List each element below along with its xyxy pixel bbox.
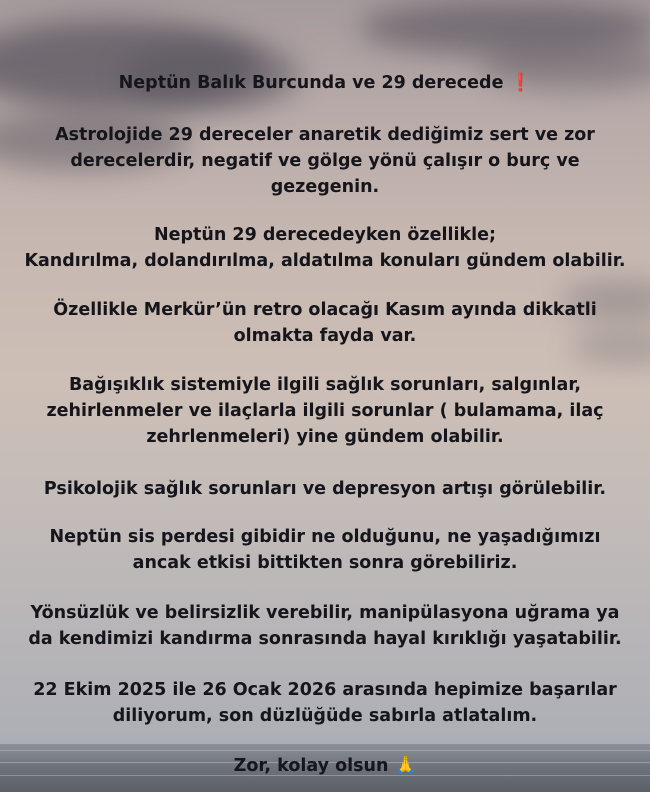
- paragraph-psikolojik: [0, 476, 650, 502]
- paragraph-neptun-29: [0, 222, 650, 274]
- praying-hands-icon: 🙏: [394, 756, 417, 776]
- closing-text: Zor, kolay olsun: [233, 756, 389, 776]
- paragraph-text: Neptün sis perdesi gibidir ne olduğunu, ne yaşadığımızı ancak etkisi bittikten sonra görebiliriz.: [49, 527, 601, 573]
- paragraph-text: Astrolojide 29 dereceler anaretik dediğimiz sert ve zor derecelerdir, negatif ve gölge yönü çalışır o burç ve gezegenin.: [55, 125, 595, 197]
- paragraph-text: 22 Ekim 2025 ile 26 Ocak 2026 arasında hepimize başarılar diliyorum, son düzlüğüde sabırla atlatalım.: [33, 680, 617, 726]
- post-title: [0, 70, 650, 96]
- paragraph-text: Özellikle Merkür’ün retro olacağı Kasım ayında dikkatli olmakta fayda var.: [53, 300, 597, 346]
- paragraph-anaretik: [0, 122, 650, 200]
- paragraph-yonsuzluk: [0, 600, 650, 652]
- exclamation-icon: ❗: [509, 73, 532, 93]
- closing-line: [0, 753, 650, 779]
- paragraph-tarih: [0, 677, 650, 729]
- paragraph-saglik: [0, 372, 650, 450]
- paragraph-text: Yönsüzlük ve belirsizlik verebilir, manipülasyona uğrama ya da kendimizi kandırma sonrasında hayal kırıklığı yaşatabilir.: [28, 603, 622, 649]
- paragraph-text: Neptün 29 derecedeyken özellikle; Kandırılma, dolandırılma, aldatılma konuları gündem olabilir.: [24, 225, 626, 271]
- paragraph-text: Psikolojik sağlık sorunları ve depresyon artışı görülebilir.: [43, 479, 607, 499]
- paragraph-sis-perdesi: [0, 524, 650, 576]
- title-text: Neptün Balık Burcunda ve 29 derecede: [118, 73, 504, 93]
- paragraph-merkur-retro: [0, 297, 650, 349]
- paragraph-text: Bağışıklık sistemiyle ilgili sağlık sorunları, salgınlar, zehirlenmeler ve ilaçlarla ilgili sorunlar ( bulamama, ilaç zehrlenmeleri) yine gündem olabilir.: [46, 375, 604, 447]
